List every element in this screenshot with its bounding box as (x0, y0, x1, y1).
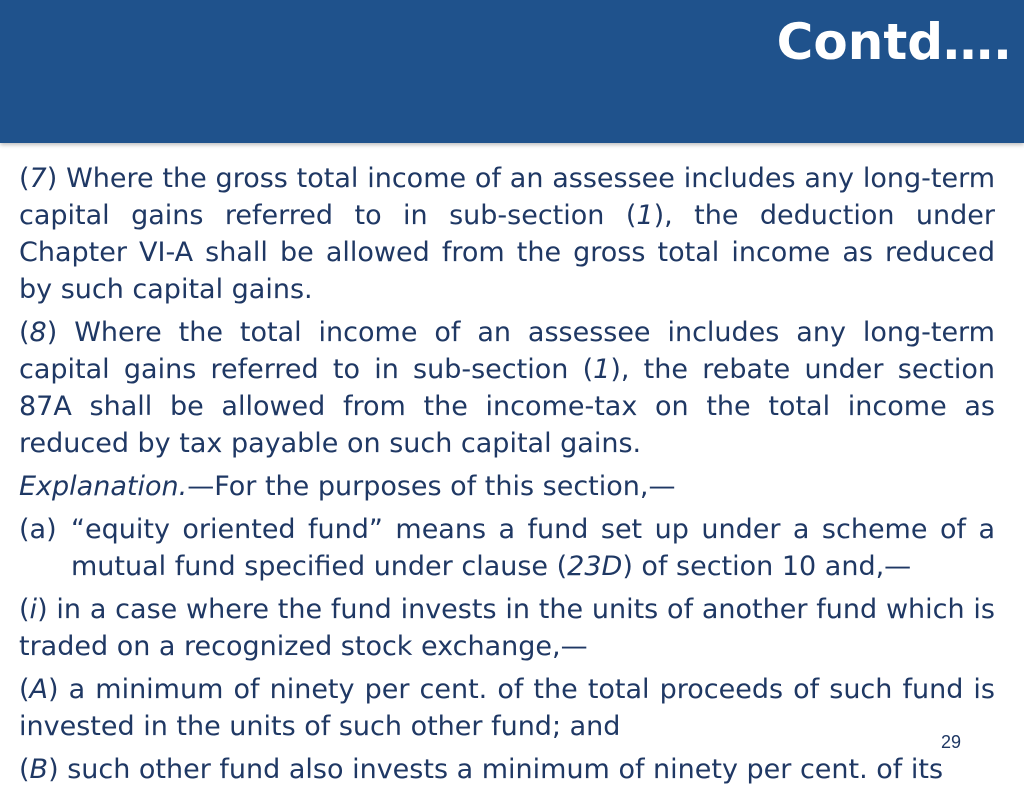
sub-clause-number: i (29, 594, 38, 625)
paragraph-text: ) Where the gross total income of an assessee includes any long-term capital gains referred to in sub-section ( (19, 163, 995, 231)
clause-a-text-before: “equity oriented fund” means a fund set up under a scheme of a mutual fund specified under clause ( (71, 514, 995, 582)
paragraph-8 (19, 314, 995, 462)
subsection-ref: 1 (636, 200, 654, 231)
paren-open: ( (19, 674, 30, 705)
paragraph-text: ) Where the total income of an assessee includes any long-term capital gains referred to in sub-section ( (19, 317, 995, 385)
sub-clause-text: ) such other fund also invests a minimum of ninety per cent. of its (48, 754, 944, 785)
explanation-paragraph (19, 468, 995, 505)
clause-ref: 23D (567, 551, 623, 582)
paren-open: ( (19, 163, 30, 194)
clause-a-text-after: ) of section 10 and,— (622, 551, 912, 582)
slide-body (19, 160, 995, 788)
paragraph-text-rest: ), the rebate under section 87A shall be allowed from the income-tax on the total income as reduced by tax payable on such capital gains. (19, 354, 995, 459)
subsection-ref: 1 (593, 354, 611, 385)
sub-clause-number: A (29, 674, 49, 705)
sub-clause-text: ) in a case where the fund invests in the units of another fund which is traded on a recognized stock exchange,— (19, 594, 995, 662)
paragraph-7 (19, 160, 995, 308)
clause-a (19, 511, 995, 585)
explanation-text: —For the purposes of this section,— (187, 471, 676, 502)
sub-clause-A (19, 671, 995, 745)
explanation-label: Explanation. (19, 471, 188, 502)
clause-a-label: (a) (19, 514, 57, 545)
subsection-number: 7 (29, 163, 47, 194)
sub-clause-number: B (29, 754, 49, 785)
sub-clause-B (19, 751, 995, 788)
page-number: 29 (941, 732, 962, 752)
sub-clause-text: ) a minimum of ninety per cent. of the total proceeds of such fund is invested in the units of such other fund; and (19, 674, 995, 742)
slide-header (0, 0, 1024, 143)
paren-open: ( (19, 317, 30, 348)
slide-title: Contd…. (776, 13, 1012, 71)
paren-open: ( (19, 594, 30, 625)
subsection-number: 8 (29, 317, 47, 348)
clause-a-text (71, 511, 995, 585)
sub-clause-i (19, 591, 995, 665)
paragraph-text-rest: ), the deduction under Chapter VI-A shall be allowed from the gross total income as reduced by such capital gains. (19, 200, 995, 305)
paren-open: ( (19, 754, 30, 785)
